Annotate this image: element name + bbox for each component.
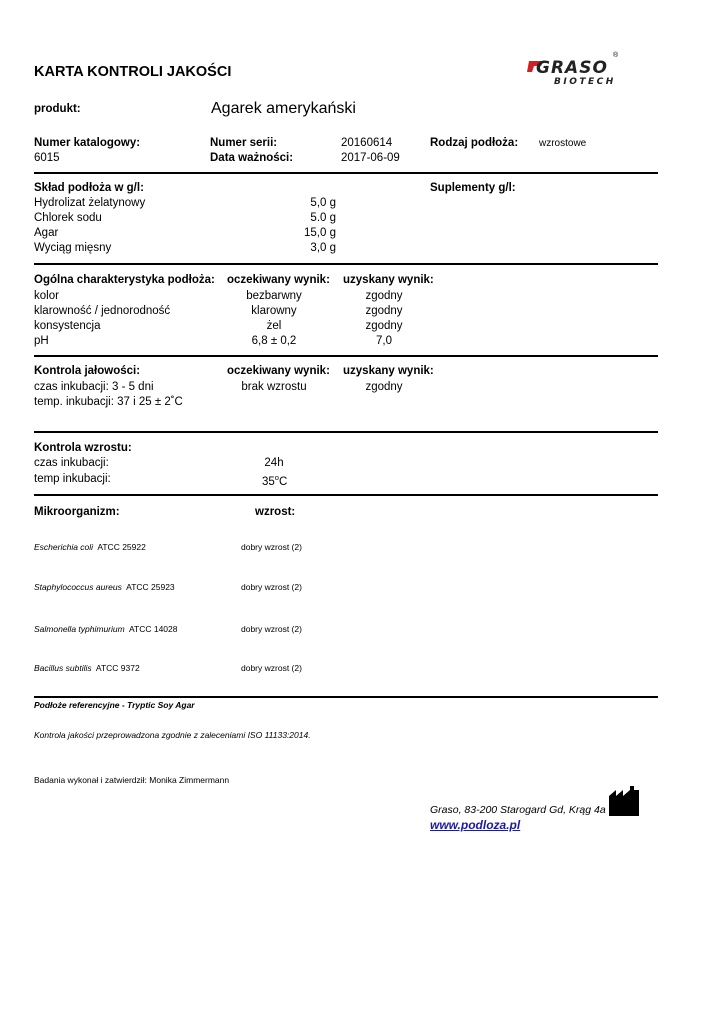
section-divider: [34, 696, 658, 698]
product-label: produkt:: [34, 103, 81, 115]
sterility-label: Kontrola jałowości:: [34, 365, 141, 377]
microorganism-row: Bacillus subtilis ATCC 9372: [34, 663, 140, 673]
section-divider: [34, 355, 658, 357]
growth-time-value: 24h: [264, 457, 284, 469]
growth-temp-label: temp inkubacji:: [34, 473, 111, 485]
growth-temp-value: 35$^o$C: [262, 473, 288, 488]
signature-line: Badania wykonał i zatwierdził: Monika Zimmermann: [34, 775, 230, 785]
serial-number-label: Numer serii:: [210, 137, 278, 149]
characteristic-expected: żel: [266, 320, 282, 332]
section-divider: [34, 494, 658, 496]
section-divider: [34, 431, 658, 433]
characteristic-expected: 6,8 ± 0,2: [251, 335, 297, 347]
expiry-date-label: Data ważności:: [210, 152, 294, 164]
expected-result-header: oczekiwany wynik:: [227, 365, 330, 377]
characteristic-obtained: zgodny: [365, 290, 403, 302]
composition-item-value: 5.0 g: [310, 212, 336, 224]
expected-result-header: oczekiwany wynik:: [227, 274, 330, 286]
characteristic-obtained: zgodny: [365, 305, 403, 317]
expiry-date-value: 2017-06-09: [341, 152, 400, 164]
microorganism-result: dobry wzrost (2): [241, 582, 302, 592]
composition-item-value: 5,0 g: [310, 197, 336, 209]
characteristic-name: kolor: [34, 290, 59, 302]
logo-text: GRASO: [536, 58, 608, 78]
growth-header: wzrost:: [255, 506, 296, 518]
website-link[interactable]: www.podloza.pl: [430, 818, 521, 832]
manufacturer-icon: [609, 786, 639, 816]
catalog-number-label: Numer katalogowy:: [34, 137, 141, 149]
growth-time-label: czas inkubacji:: [34, 457, 109, 469]
characteristics-label: Ogólna charakterystyka podłoża:: [34, 274, 215, 286]
composition-item-value: 15,0 g: [304, 227, 336, 239]
microorganism-row: Salmonella typhimurium ATCC 14028: [34, 624, 178, 634]
composition-item-name: Wyciąg mięsny: [34, 242, 112, 254]
supplements-label: Suplementy g/l:: [430, 182, 516, 194]
registered-mark: ®: [613, 52, 619, 59]
sterility-incubation-temp: temp. inkubacji: 37 i 25 ± 2˚C: [34, 396, 183, 408]
page-title: KARTA KONTROLI JAKOŚCI: [34, 64, 232, 80]
characteristic-obtained: zgodny: [365, 320, 403, 332]
characteristic-name: klarowność / jednorodność: [34, 305, 171, 317]
characteristic-obtained: 7,0: [376, 335, 392, 347]
composition-label: Skład podłoża w g/l:: [34, 182, 144, 194]
characteristic-name: konsystencja: [34, 320, 101, 332]
microorganism-result: dobry wzrost (2): [241, 624, 302, 634]
composition-item-name: Agar: [34, 227, 59, 239]
characteristic-name: pH: [34, 335, 49, 347]
microorganism-result: dobry wzrost (2): [241, 663, 302, 673]
characteristic-expected: klarowny: [251, 305, 297, 317]
microorganism-row: Escherichia coli ATCC 25922: [34, 542, 146, 552]
company-address: Graso, 83-200 Starogard Gd, Krąg 4a: [430, 804, 606, 816]
composition-item-value: 3,0 g: [310, 242, 336, 254]
composition-item-name: Hydrolizat żelatynowy: [34, 197, 146, 209]
iso-compliance-note: Kontrola jakości przeprowadzona zgodnie z zaleceniami ISO 11133:2014.: [34, 730, 311, 740]
company-logo: [527, 52, 627, 92]
section-divider: [34, 263, 658, 265]
reference-medium-note: Podłoże referencyjne - Tryptic Soy Agar: [34, 700, 195, 710]
section-divider: [34, 172, 658, 174]
serial-number-value: 20160614: [341, 137, 393, 149]
logo-subtext: BIOTECH: [554, 77, 616, 87]
microorganism-header: Mikroorganizm:: [34, 506, 120, 518]
obtained-result-header: uzyskany wynik:: [343, 365, 434, 377]
composition-item-name: Chlorek sodu: [34, 212, 102, 224]
medium-type-label: Rodzaj podłoża:: [430, 137, 519, 149]
product-name: Agarek amerykański: [211, 100, 356, 117]
sterility-obtained: zgodny: [365, 381, 403, 393]
sterility-incubation-time: czas inkubacji: 3 - 5 dni: [34, 381, 154, 393]
medium-type-value: wzrostowe: [539, 138, 587, 149]
sterility-expected: brak wzrostu: [241, 381, 307, 393]
growth-control-label: Kontrola wzrostu:: [34, 442, 132, 454]
microorganism-result: dobry wzrost (2): [241, 542, 302, 552]
microorganism-row: Staphylococcus aureus ATCC 25923: [34, 582, 175, 592]
obtained-result-header: uzyskany wynik:: [343, 274, 434, 286]
catalog-number-value: 6015: [34, 152, 60, 164]
characteristic-expected: bezbarwny: [246, 290, 302, 302]
